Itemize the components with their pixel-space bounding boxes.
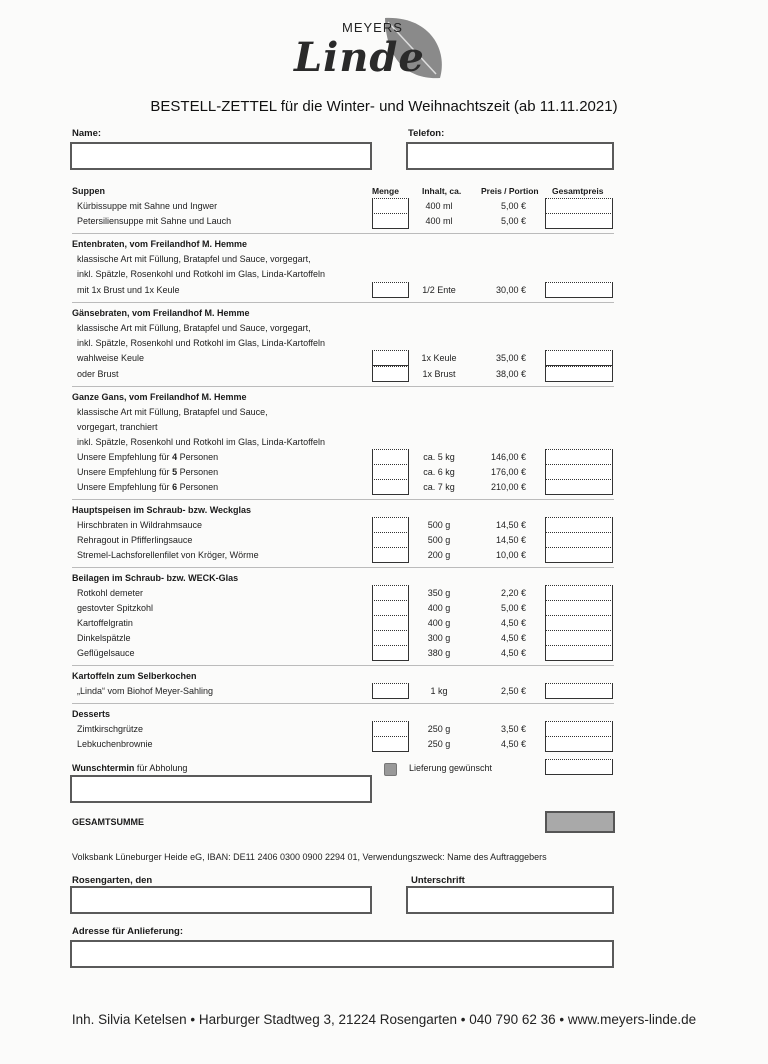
gesamt-input[interactable] — [545, 532, 613, 548]
desc-text: inkl. Spätzle, Rosenkohl und Rotkohl im Glas, Linda-Kartoffeln — [77, 437, 325, 447]
item-qty: 400 ml — [425, 201, 453, 211]
desc-text: klassische Art mit Füllung, Bratapfel und Sauce, vorgegart, — [77, 323, 311, 333]
item-qty: 400 g — [427, 618, 451, 628]
footer-contact: Inh. Silvia Ketelsen • Harburger Stadtweg 3, 21224 Rosengarten • 040 790 62 36 • www.meyers-linde.de — [71, 1012, 697, 1027]
item-name: Stremel-Lachsforellenfilet von Kröger, Wörme — [77, 550, 259, 560]
gesamt-input[interactable] — [545, 600, 613, 616]
gesamt-input[interactable] — [545, 350, 613, 366]
gesamt-input[interactable] — [545, 464, 613, 480]
menge-input[interactable] — [372, 198, 409, 214]
empf-prefix: Unsere Empfehlung für — [77, 452, 173, 462]
item-qty: 380 g — [427, 648, 451, 658]
divider — [72, 302, 614, 303]
empf-prefix: Unsere Empfehlung für — [77, 467, 173, 477]
datum-input[interactable] — [70, 886, 372, 914]
divider — [72, 499, 614, 500]
item-name — [77, 467, 218, 477]
name-input[interactable] — [70, 142, 372, 170]
desc-text: klassische Art mit Füllung, Bratapfel und Sauce, vorgegart, — [77, 254, 311, 264]
item-price: 146,00 € — [490, 452, 526, 462]
item-price: 210,00 € — [490, 482, 526, 492]
item-qty: ca. 5 kg — [423, 452, 455, 462]
item-qty: 400 ml — [425, 216, 453, 226]
item-price: 4,50 € — [500, 633, 526, 643]
item-name: gestovter Spitzkohl — [77, 603, 154, 613]
wunschtermin-rest: für Abholung — [134, 763, 188, 773]
item-name: oder Brust — [77, 369, 119, 379]
menge-input[interactable] — [372, 282, 409, 298]
item-qty: 200 g — [427, 550, 451, 560]
divider — [72, 386, 614, 387]
empf-suffix: Personen — [177, 467, 219, 477]
logo — [290, 10, 450, 82]
gesamt-input[interactable] — [545, 366, 613, 382]
menge-input[interactable] — [372, 547, 409, 563]
gesamt-input[interactable] — [545, 615, 613, 631]
item-price: 5,00 € — [500, 201, 526, 211]
gesamt-input[interactable] — [545, 449, 613, 465]
gesamt-input[interactable] — [545, 213, 613, 229]
section-ganze-gans: Ganze Gans, vom Freilandhof M. Hemme — [72, 392, 247, 402]
item-qty: 350 g — [427, 588, 451, 598]
section-gaense: Gänsebraten, vom Freilandhof M. Hemme — [72, 308, 250, 318]
desc-text: inkl. Spätzle, Rosenkohl und Rotkohl im Glas, Linda-Kartoffeln — [77, 338, 325, 348]
divider — [72, 233, 614, 234]
section-kartoffeln: Kartoffeln zum Selberkochen — [72, 671, 197, 681]
item-name — [77, 482, 218, 492]
menge-input[interactable] — [372, 630, 409, 646]
menge-input[interactable] — [372, 721, 409, 737]
col-preis: Preis / Portion — [481, 186, 539, 196]
gesamtsumme-label: GESAMTSUMME — [72, 817, 144, 827]
divider — [72, 703, 614, 704]
persons-count: 4 — [172, 452, 178, 462]
menge-input[interactable] — [372, 615, 409, 631]
gesamt-input[interactable] — [545, 479, 613, 495]
item-qty: 250 g — [427, 724, 451, 734]
item-name: Lebkuchenbrownie — [77, 739, 153, 749]
gesamt-input[interactable] — [545, 645, 613, 661]
menge-input[interactable] — [372, 585, 409, 601]
item-qty: 400 g — [427, 603, 451, 613]
item-qty: 300 g — [427, 633, 451, 643]
item-name — [77, 452, 218, 462]
lieferung-checkbox[interactable] — [384, 763, 397, 776]
logo-linde-text: Linde — [294, 34, 425, 81]
menge-input[interactable] — [372, 532, 409, 548]
item-qty: ca. 6 kg — [423, 467, 455, 477]
item-name: Dinkelspätzle — [77, 633, 131, 643]
wunschtermin-label — [72, 763, 187, 773]
gesamt-input[interactable] — [545, 721, 613, 737]
gesamt-input[interactable] — [545, 517, 613, 533]
item-qty: 1/2 Ente — [422, 285, 456, 295]
item-name: Kartoffelgratin — [77, 618, 133, 628]
item-name: Zimtkirschgrütze — [77, 724, 144, 734]
item-qty: ca. 7 kg — [423, 482, 455, 492]
item-qty: 1x Brust — [422, 369, 456, 379]
empf-suffix: Personen — [177, 482, 219, 492]
menge-input[interactable] — [372, 366, 409, 382]
name-label: Name: — [72, 128, 102, 139]
gesamt-input[interactable] — [545, 198, 613, 214]
menge-input[interactable] — [372, 449, 409, 465]
item-name: Geflügelsauce — [77, 648, 135, 658]
col-gesamt: Gesamtpreis — [552, 186, 604, 196]
item-price: 14,50 € — [495, 535, 526, 545]
menge-input[interactable] — [372, 350, 409, 366]
wunschtermin-input[interactable] — [70, 775, 372, 803]
item-name: Rehragout in Pfifferlingsauce — [77, 535, 193, 545]
gesamt-input[interactable] — [545, 282, 613, 298]
section-ente: Entenbraten, vom Freilandhof M. Hemme — [72, 239, 248, 249]
gesamt-input[interactable] — [545, 683, 613, 699]
item-price: 10,00 € — [495, 550, 526, 560]
item-name: Petersiliensuppe mit Sahne und Lauch — [77, 216, 232, 226]
section-beilagen: Beilagen im Schraub- bzw. WECK-Glas — [72, 573, 239, 583]
empf-prefix: Unsere Empfehlung für — [77, 482, 173, 492]
menge-input[interactable] — [372, 517, 409, 533]
wunschtermin-bold: Wunschtermin — [72, 763, 135, 773]
divider — [72, 665, 614, 666]
section-hauptspeisen: Hauptspeisen im Schraub- bzw. Weckglas — [72, 505, 252, 515]
desc-text: vorgegart, tranchiert — [77, 422, 158, 432]
item-price: 4,50 € — [500, 618, 526, 628]
item-name: Hirschbraten in Wildrahmsauce — [77, 520, 203, 530]
menge-input[interactable] — [372, 213, 409, 229]
item-price: 14,50 € — [495, 520, 526, 530]
menge-input[interactable] — [372, 736, 409, 752]
item-price: 4,50 € — [500, 739, 526, 749]
menge-input[interactable] — [372, 600, 409, 616]
desc-text: klassische Art mit Füllung, Bratapfel und Sauce, — [77, 407, 268, 417]
telefon-label: Telefon: — [408, 128, 445, 139]
adresse-label: Adresse für Anlieferung: — [72, 926, 184, 937]
item-qty: 1 kg — [430, 686, 448, 696]
gesamtsumme-input[interactable] — [545, 811, 615, 833]
item-qty: 500 g — [427, 520, 451, 530]
col-menge: Menge — [372, 186, 399, 196]
menge-input[interactable] — [372, 645, 409, 661]
empf-suffix: Personen — [177, 452, 219, 462]
item-price: 3,50 € — [500, 724, 526, 734]
gesamt-input[interactable] — [545, 547, 613, 563]
gesamt-input[interactable] — [545, 736, 613, 752]
bank-details: Volksbank Lüneburger Heide eG, IBAN: DE11 2406 0300 0900 2294 01, Verwendungszweck: Name des Auftraggebers — [72, 852, 547, 862]
desc-text: inkl. Spätzle, Rosenkohl und Rotkohl im Glas, Linda-Kartoffeln — [77, 269, 325, 279]
item-name: „Linda“ vom Biohof Meyer-Sahling — [77, 686, 214, 696]
lieferung-label: Lieferung gewünscht — [409, 763, 493, 773]
item-price: 5,00 € — [500, 603, 526, 613]
item-name: Kürbissuppe mit Sahne und Ingwer — [77, 201, 218, 211]
item-qty: 250 g — [427, 739, 451, 749]
item-price: 5,00 € — [500, 216, 526, 226]
lieferung-gesamt-input[interactable] — [545, 759, 613, 775]
form-title: BESTELL-ZETTEL für die Winter- und Weihnachtszeit (ab 11.11.2021) — [150, 98, 618, 115]
item-name: wahlweise Keule — [77, 353, 145, 363]
gesamt-input[interactable] — [545, 585, 613, 601]
item-price: 176,00 € — [490, 467, 526, 477]
item-price: 2,50 € — [500, 686, 526, 696]
item-name: Rotkohl demeter — [77, 588, 144, 598]
item-price: 30,00 € — [495, 285, 526, 295]
menge-input[interactable] — [372, 683, 409, 699]
unterschrift-label: Unterschrift — [411, 875, 465, 886]
item-price: 38,00 € — [495, 369, 526, 379]
item-price: 4,50 € — [500, 648, 526, 658]
rosengarten-label: Rosengarten, den — [72, 875, 153, 886]
item-price: 2,20 € — [500, 588, 526, 598]
gesamt-input[interactable] — [545, 630, 613, 646]
persons-count: 6 — [172, 482, 178, 492]
menge-input[interactable] — [372, 464, 409, 480]
item-qty: 1x Keule — [421, 353, 457, 363]
menge-input[interactable] — [372, 479, 409, 495]
col-inhalt: Inhalt, ca. — [422, 186, 462, 196]
item-price: 35,00 € — [495, 353, 526, 363]
divider — [72, 567, 614, 568]
section-desserts: Desserts — [72, 709, 111, 719]
item-name: mit 1x Brust und 1x Keule — [77, 285, 180, 295]
item-qty: 500 g — [427, 535, 451, 545]
section-suppen: Suppen — [72, 186, 105, 196]
adresse-input[interactable] — [70, 940, 614, 968]
logo-meyers-text: MEYERS — [342, 20, 403, 35]
unterschrift-input[interactable] — [406, 886, 614, 914]
telefon-input[interactable] — [406, 142, 614, 170]
persons-count: 5 — [172, 467, 178, 477]
